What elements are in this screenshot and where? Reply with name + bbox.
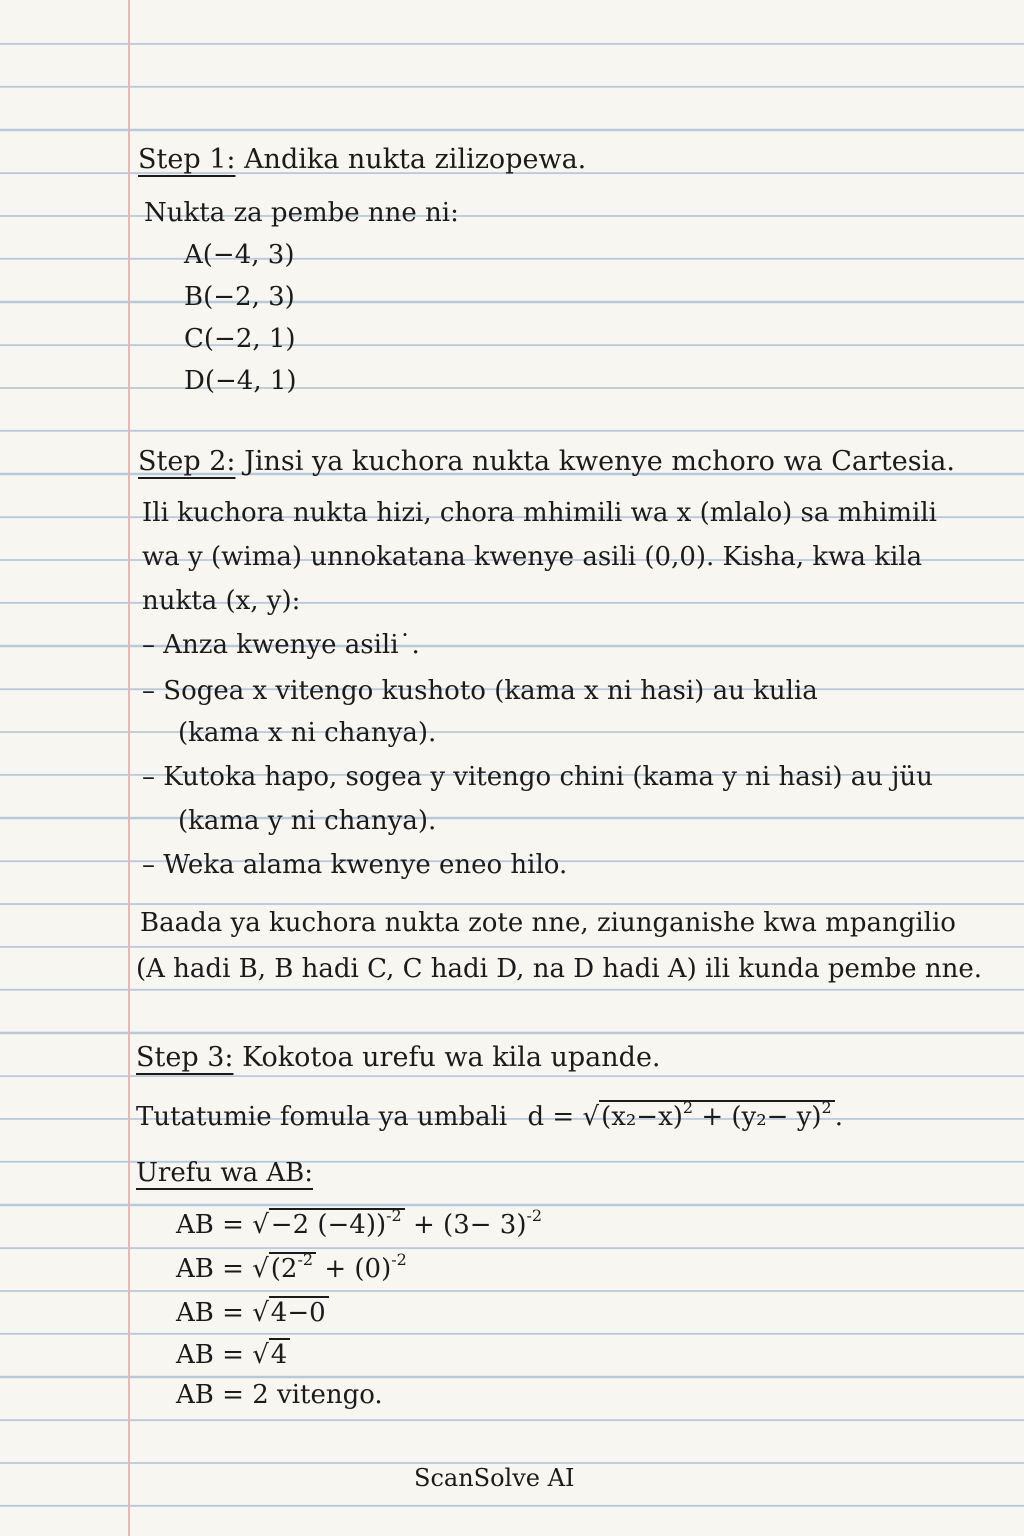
formula-lhs: d = bbox=[527, 1102, 575, 1132]
step2-title: Jinsi ya kuchora nukta kwenye mchoro wa Cartesia. bbox=[244, 446, 955, 477]
step3-label: Step 3: bbox=[136, 1042, 234, 1073]
radical-sign: √ bbox=[582, 1102, 600, 1132]
radical-sign: √ bbox=[252, 1298, 269, 1328]
ab-line-4-lhs: AB = bbox=[176, 1340, 244, 1370]
step1-title: Andika nukta zilizopewa. bbox=[244, 144, 587, 175]
ab-line-2-radicand bbox=[269, 1252, 316, 1282]
ab-line-2 bbox=[176, 1252, 407, 1282]
ab-line-4 bbox=[176, 1338, 290, 1368]
step2-para-line-3: nukta (x, y): bbox=[142, 586, 301, 616]
step2-bullet-2-cont: (kama x ni chanya). bbox=[178, 718, 437, 748]
footer-brand: ScanSolve AI bbox=[414, 1464, 575, 1492]
formula-exp-b: 2 bbox=[821, 1098, 832, 1117]
step3-heading bbox=[136, 1044, 661, 1071]
margin-line bbox=[128, 0, 130, 1536]
step2-closing-line-2: (A hadi B, B hadi C, C hadi D, na D hadi A) ili kunda pembe nne. bbox=[136, 954, 982, 984]
point-c: C(−2, 1) bbox=[184, 324, 296, 354]
ab-line-2-rad-text: (2 bbox=[270, 1254, 298, 1284]
ab-line-1-rad-text: −2 (−4)) bbox=[270, 1210, 387, 1240]
step2-bullet-1: – Anza kwenye asili˙. bbox=[142, 630, 420, 660]
ab-line-3 bbox=[176, 1296, 329, 1326]
ab-line-1-radicand bbox=[269, 1208, 405, 1238]
ab-line-1-exp-2: -2 bbox=[526, 1206, 543, 1225]
ab-line-1-rest: + (3− 3) bbox=[404, 1210, 527, 1240]
ab-line-1 bbox=[176, 1208, 542, 1238]
ab-line-1-exp: -2 bbox=[386, 1206, 402, 1225]
step2-heading bbox=[138, 448, 955, 475]
step2-label: Step 2: bbox=[138, 446, 236, 477]
point-d: D(−4, 1) bbox=[184, 366, 297, 396]
ab-line-4-radicand: 4 bbox=[269, 1338, 291, 1368]
formula-exp-a: 2 bbox=[682, 1098, 694, 1117]
step2-bullet-3: – Kutoka hapo, sogea y vitengo chini (kama y ni hasi) au jüu bbox=[142, 762, 933, 792]
step2-para-line-1: Ili kuchora nukta hizi, chora mhimili wa x (mlalo) sa mhimili bbox=[142, 498, 937, 528]
radical-sign: √ bbox=[252, 1254, 269, 1284]
step1-intro: Nukta za pembe nne ni: bbox=[144, 198, 459, 228]
ab-line-3-lhs: AB = bbox=[176, 1298, 244, 1328]
distance-formula-line bbox=[136, 1100, 843, 1130]
ab-line-2-exp: -2 bbox=[297, 1250, 314, 1269]
point-a: A(−4, 3) bbox=[184, 240, 295, 270]
step2-bullet-2: – Sogea x vitengo kushoto (kama x ni hasi) au kulia bbox=[142, 676, 818, 706]
step2-bullet-3-cont: (kama y ni chanya). bbox=[178, 806, 437, 836]
formula-part-b: + (y₂− y) bbox=[693, 1102, 822, 1132]
radical-sign: √ bbox=[252, 1340, 269, 1370]
step2-bullet-4: – Weka alama kwenye eneo hilo. bbox=[142, 850, 568, 880]
formula-intro: Tutatumie fomula ya umbali bbox=[136, 1102, 508, 1132]
step3-title: Kokotoa urefu wa kila upande. bbox=[242, 1042, 661, 1073]
step1-label: Step 1: bbox=[138, 144, 236, 175]
formula-radicand bbox=[599, 1100, 835, 1130]
ab-line-3-radicand: 4−0 bbox=[269, 1296, 329, 1326]
ab-line-2-lhs: AB = bbox=[176, 1254, 244, 1284]
ab-line-2-exp-2: -2 bbox=[391, 1250, 407, 1269]
step2-para-line-2: wa y (wima) unnokatana kwenye asili (0,0). Kisha, kwa kila bbox=[142, 542, 923, 572]
point-b: B(−2, 3) bbox=[184, 282, 295, 312]
ab-line-1-lhs: AB = bbox=[176, 1210, 244, 1240]
formula-part-a: (x₂−x) bbox=[601, 1102, 683, 1132]
formula-end: . bbox=[834, 1102, 843, 1132]
ab-line-2-rest: + (0) bbox=[316, 1254, 392, 1284]
step1-heading bbox=[138, 146, 586, 173]
ab-subheading: Urefu wa AB: bbox=[136, 1158, 314, 1188]
ab-line-5-result: AB = 2 vitengo. bbox=[176, 1380, 383, 1410]
step2-closing-line-1: Baada ya kuchora nukta zote nne, ziunganishe kwa mpangilio bbox=[140, 908, 956, 938]
radical-sign: √ bbox=[252, 1210, 269, 1240]
